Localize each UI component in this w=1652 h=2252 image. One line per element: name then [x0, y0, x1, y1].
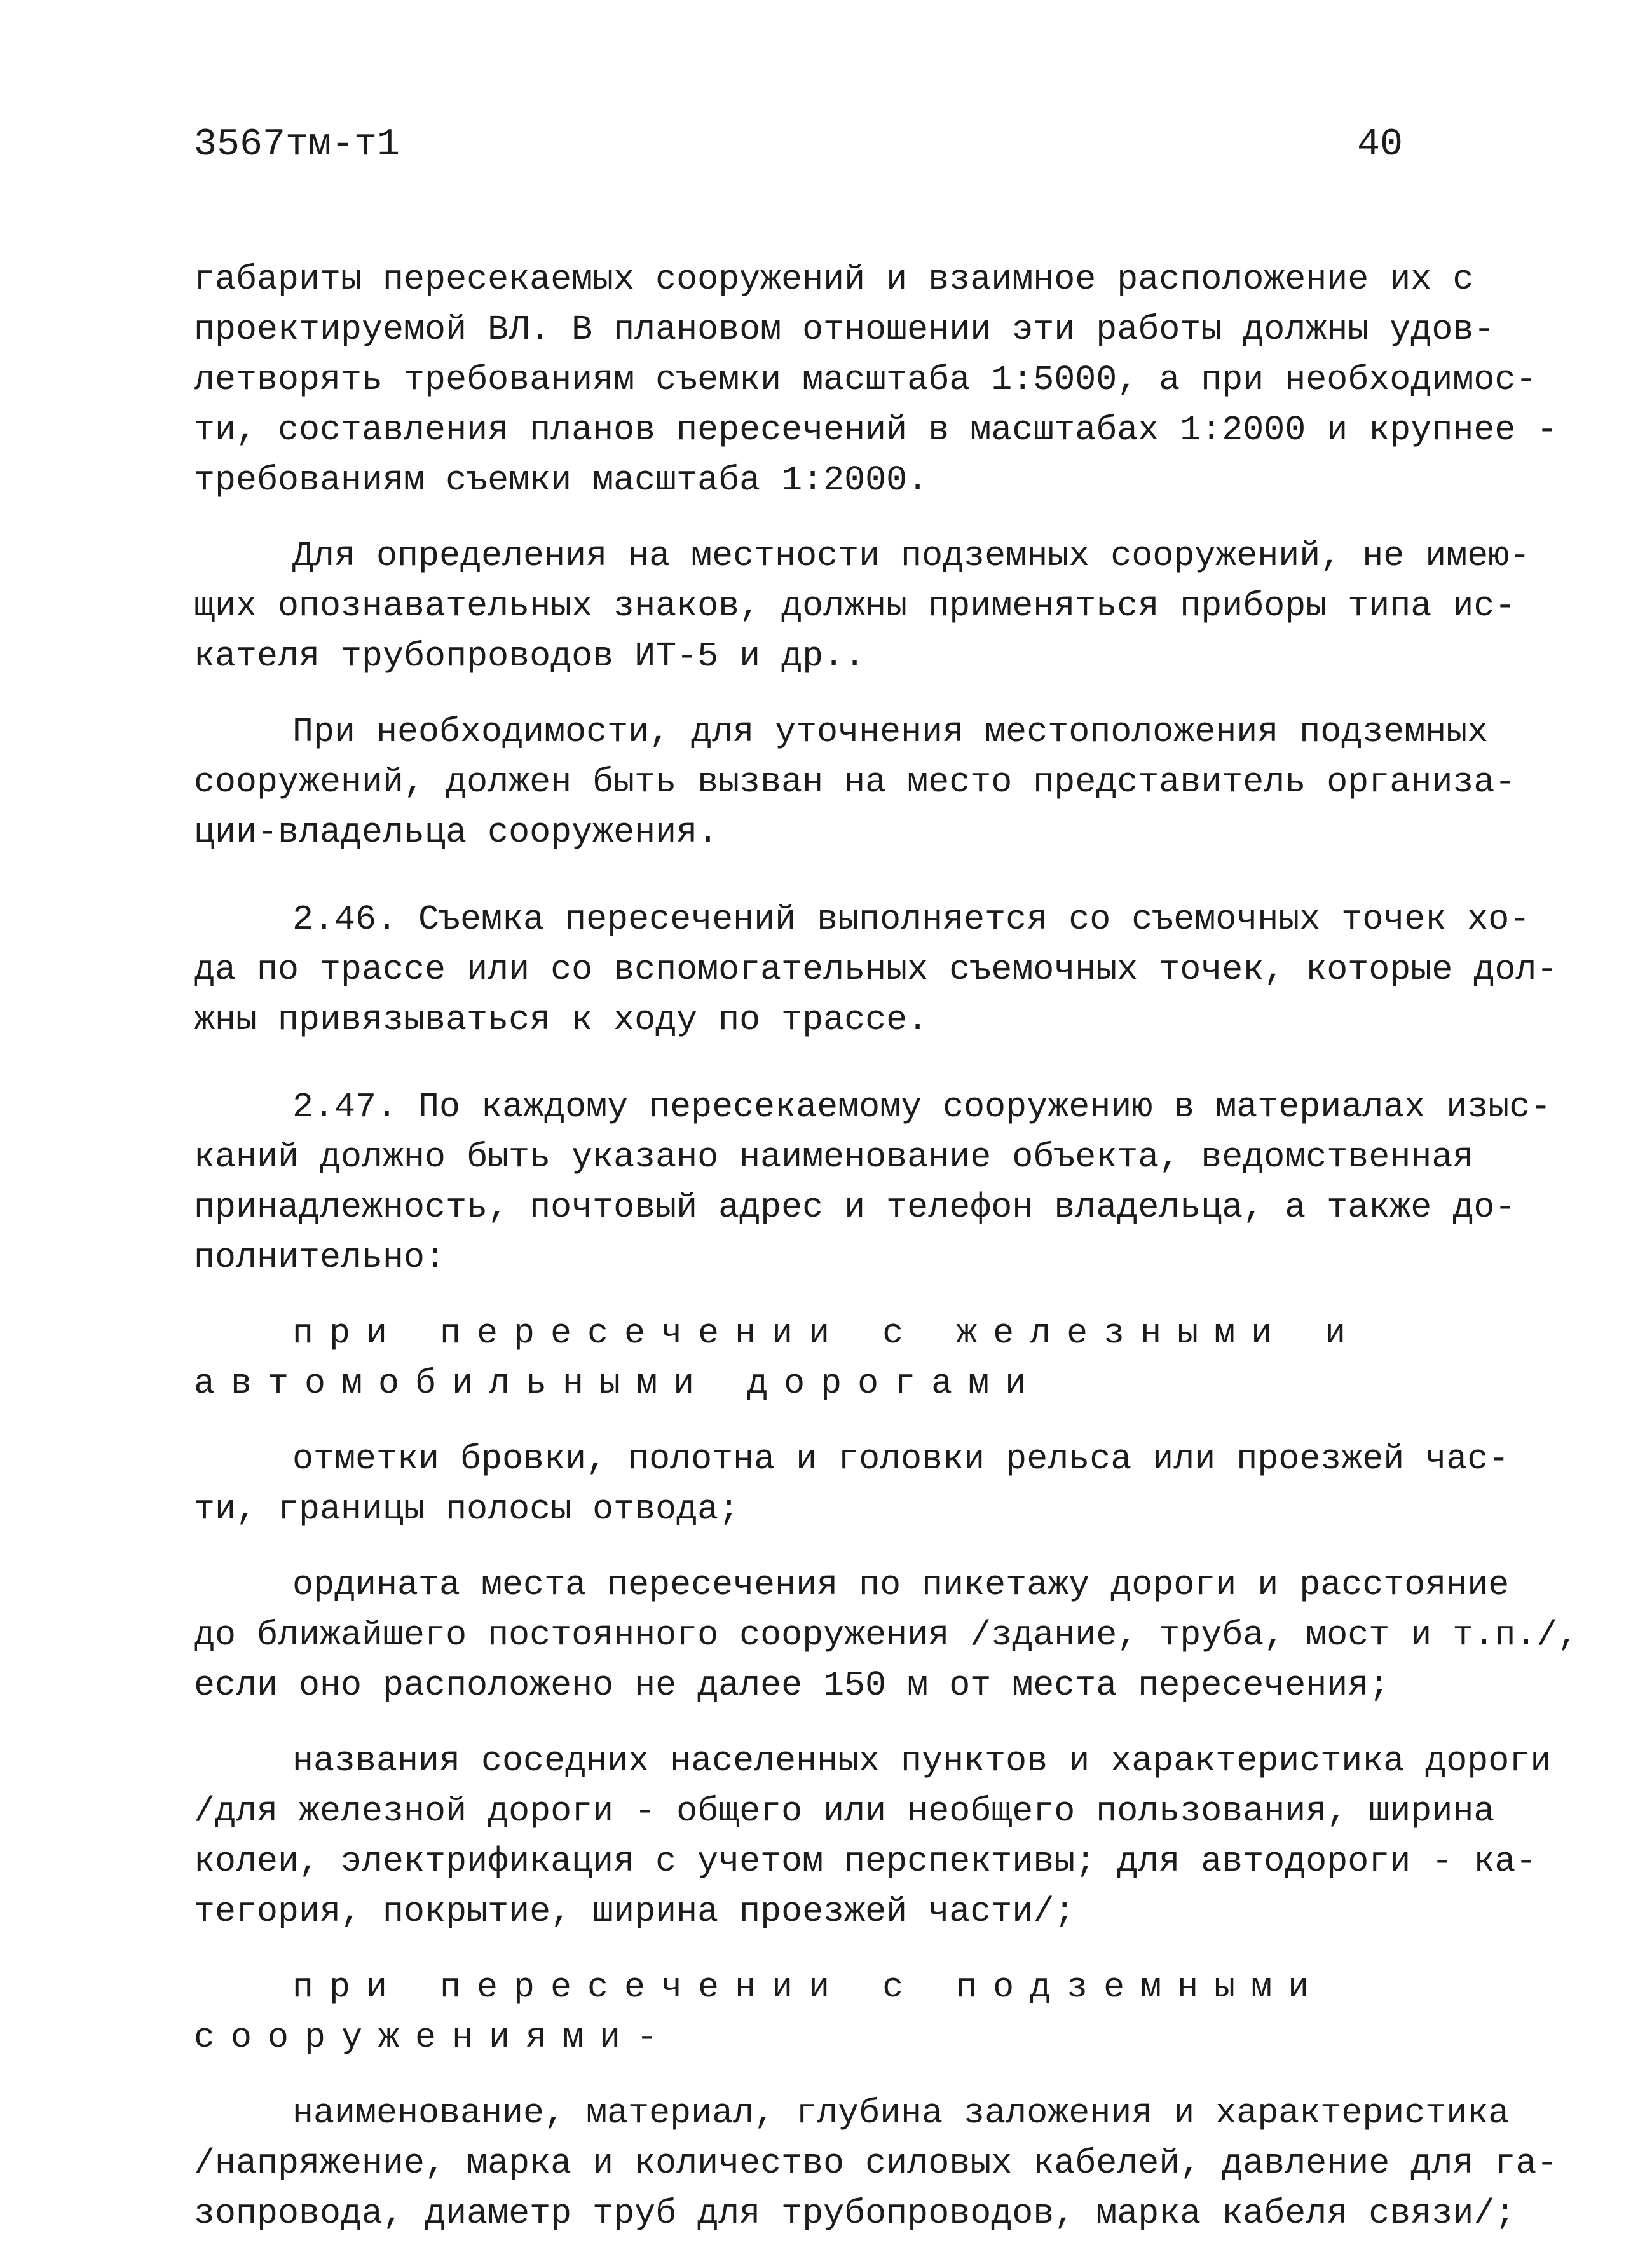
text-line: требованиям съемки масштаба 1:2000.	[194, 460, 929, 500]
text-line: наименование, материал, глубина заложения и характеристика	[292, 2093, 1510, 2133]
text-line: щих опознавательных знаков, должны применяться приборы типа ис-	[194, 586, 1516, 626]
text-line: до ближайшего постоянного сооружения /здание, труба, мост и т.п./,	[194, 1615, 1579, 1655]
text-line: при пересечении с железными и	[292, 1313, 1362, 1353]
text-line: ти, составления планов пересечений в масштабах 1:2000 и крупнее -	[194, 410, 1558, 450]
text-line: сооружений, должен быть вызван на место представитель организа-	[194, 762, 1516, 802]
text-line: Для определения на местности подземных сооружений, не имею-	[292, 536, 1531, 576]
text-line: габариты пересекаемых сооружений и взаимное расположение их с	[194, 259, 1474, 299]
paragraph	[194, 254, 1558, 505]
paragraph	[194, 1082, 1552, 1283]
text-line: 2.46. Съемка пересечений выполняется со съемочных точек хо-	[292, 899, 1531, 939]
text-line: да по трассе или со вспомогательных съемочных точек, которые дол-	[194, 950, 1558, 990]
text-line: При необходимости, для уточнения местоположения подземных	[292, 712, 1489, 752]
text-line: ции-владельца сооружения.	[194, 812, 719, 852]
text-line: сооружениями-	[194, 2017, 674, 2058]
text-line: колеи, электрификация с учетом перспективы; для автодороги - ка-	[194, 1841, 1537, 1881]
text-line: зопровода, диаметр труб для трубопроводов, марка кабеля связи/;	[194, 2194, 1516, 2234]
document-code: 3567тм-т1	[194, 123, 400, 167]
text-line: при пересечении с подземными	[292, 1967, 1325, 2007]
text-line: кателя трубопроводов ИТ-5 и др..	[194, 636, 866, 676]
section-heading	[194, 1962, 1465, 2063]
text-line: названия соседних населенных пунктов и характеристика дороги	[292, 1741, 1552, 1781]
text-line: 2.47. По каждому пересекаемому сооружению в материалах изыс-	[292, 1087, 1552, 1127]
text-line: отметки бровки, полотна и головки рельса или проезжей час-	[292, 1439, 1510, 1479]
text-line: жны привязываться к ходу по трассе.	[194, 1000, 929, 1040]
paragraph	[194, 1736, 1552, 1937]
text-line: ордината места пересечения по пикетажу дороги и расстояние	[292, 1565, 1510, 1605]
text-line: если оно расположено не далее 150 м от места пересечения;	[194, 1665, 1390, 1705]
text-line: /для железной дороги - общего или необщего пользования, ширина	[194, 1791, 1495, 1831]
text-line: принадлежность, почтовый адрес и телефон владельца, а также до-	[194, 1187, 1516, 1227]
text-line: полнительно:	[194, 1238, 446, 1278]
page-number: 40	[1357, 123, 1403, 167]
section-heading	[194, 1308, 1465, 1409]
paragraph	[194, 1434, 1510, 1534]
text-line: проектируемой ВЛ. В плановом отношении эти работы должны удов-	[194, 310, 1495, 350]
text-line: летворять требованиям съемки масштаба 1:5000, а при необходимос-	[194, 360, 1537, 400]
paragraph	[194, 531, 1531, 681]
paragraph	[194, 1560, 1579, 1710]
paragraph	[194, 2088, 1558, 2239]
text-line: автомобильными дорогами	[194, 1363, 1042, 1403]
text-line: /напряжение, марка и количество силовых кабелей, давление для га-	[194, 2143, 1558, 2183]
text-line: тегория, покрытие, ширина проезжей части/;	[194, 1892, 1075, 1932]
paragraph	[194, 707, 1516, 857]
body-text	[194, 254, 1579, 2239]
paragraph	[194, 894, 1558, 1045]
text-line: ти, границы полосы отвода;	[194, 1489, 740, 1529]
text-line: каний должно быть указано наименование объекта, ведомственная	[194, 1137, 1474, 1177]
